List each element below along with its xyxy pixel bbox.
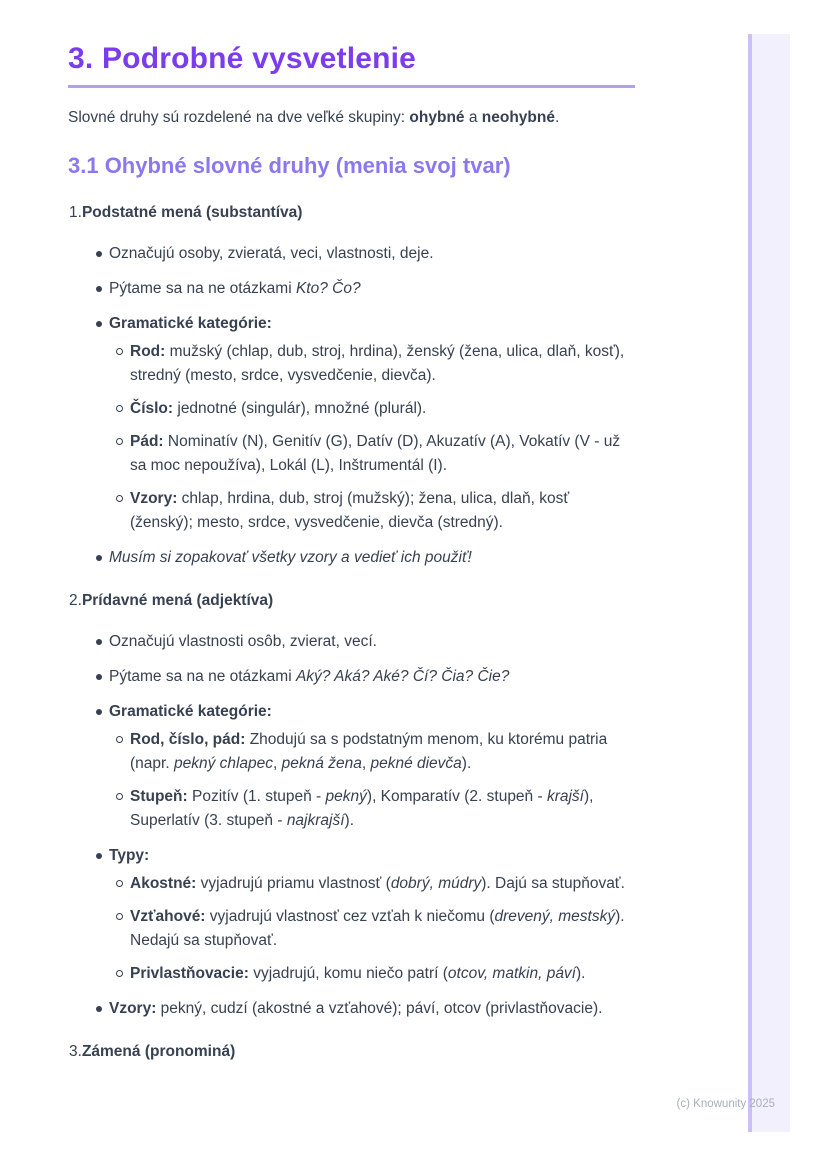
bullet-text — [130, 343, 624, 384]
text-segment: ). Nedajú sa stupňovať. — [130, 908, 625, 949]
bullet-text — [130, 788, 593, 829]
bullet-text — [109, 847, 149, 864]
text-segment: pekný, cudzí (akostné a vzťahové); páví, otcov (privlastňovacie). — [156, 1000, 603, 1017]
text-segment: ), Komparatív (2. stupeň - — [366, 788, 547, 805]
bullet-item — [130, 430, 635, 478]
topic-heading — [69, 1040, 635, 1064]
bullet-list-level-2 — [109, 728, 635, 833]
bullet-item — [130, 397, 635, 421]
text-segment: jednotné (singulár), množné (plurál). — [173, 400, 427, 417]
text-segment: Kto? Čo? — [295, 280, 361, 297]
text-segment: Akostné: — [130, 875, 197, 892]
topic-number: 1. — [69, 204, 82, 221]
bullet-item — [130, 728, 635, 776]
text-segment: Musím si zopakovať všetky vzory a vedieť ich použiť! — [109, 549, 472, 566]
topic-item — [69, 1040, 635, 1064]
text-segment: Slovné druhy sú rozdelené na dve veľké skupiny: — [68, 109, 410, 126]
bullet-item — [109, 700, 635, 833]
text-segment: Vzťahové: — [130, 908, 206, 925]
text-segment: Gramatické kategórie: — [109, 703, 272, 720]
bullet-item — [130, 905, 635, 953]
copyright-notice: (c) Knowunity 2025 — [676, 1098, 775, 1110]
text-segment: Gramatické kategórie: — [109, 315, 272, 332]
bullet-text — [130, 400, 426, 417]
bullet-item — [130, 340, 635, 388]
text-segment: pekný — [325, 788, 367, 805]
bullet-item — [109, 312, 635, 535]
bullet-item — [109, 546, 635, 570]
bullet-list-level-2 — [109, 872, 635, 986]
topic-title: Podstatné mená (substantíva) — [81, 204, 303, 221]
bullet-item — [109, 242, 635, 266]
text-segment: Vzory: — [109, 1000, 157, 1017]
text-segment: ). — [344, 812, 354, 829]
text-segment: krajší — [546, 788, 584, 805]
text-segment: otcov, matkin, páví — [447, 965, 576, 982]
bullet-item — [109, 665, 635, 689]
text-segment: , — [361, 755, 371, 772]
text-segment: Aký? Aká? Aké? Čí? Čia? Čie? — [295, 668, 510, 685]
text-segment: pekná žena — [281, 755, 362, 772]
bullet-text — [130, 731, 607, 772]
text-segment: Stupeň: — [130, 788, 188, 805]
text-segment: Číslo: — [130, 400, 174, 417]
bullet-list-level-1 — [69, 242, 635, 570]
text-segment: chlap, hrdina, dub, stroj (mužský); žena, ulica, dlaň, kosť (ženský); mesto, srdce, vysvedčenie, dievča (stredný). — [130, 490, 570, 531]
topic-heading — [69, 589, 635, 613]
topic-item — [69, 201, 635, 570]
text-segment: neohybné — [481, 109, 555, 126]
text-segment: , — [273, 755, 282, 772]
bullet-list-level-1 — [69, 630, 635, 1021]
text-segment: najkrajší — [286, 812, 345, 829]
bullet-item — [130, 872, 635, 896]
text-segment: ohybné — [409, 109, 465, 126]
bullet-item — [109, 844, 635, 986]
text-segment: Rod: — [130, 343, 166, 360]
text-segment: vyjadrujú vlastnosť cez vzťah k niečomu ( — [205, 908, 495, 925]
bullet-item — [130, 962, 635, 986]
bullet-text — [109, 549, 472, 566]
page-title: 3. Podrobné vysvetlenie — [68, 42, 417, 75]
text-segment: ). — [576, 965, 586, 982]
intro-paragraph — [68, 106, 635, 130]
text-segment: ). Dajú sa stupňovať. — [481, 875, 625, 892]
bullet-text — [130, 433, 620, 474]
topic-heading — [69, 201, 635, 225]
topic-title: Zámená (pronominá) — [81, 1043, 236, 1060]
text-segment: Privlastňovacie: — [130, 965, 249, 982]
bullet-list-level-2 — [109, 340, 635, 535]
bullet-item — [130, 487, 635, 535]
bullet-text — [130, 908, 625, 949]
topic-number: 3. — [69, 1043, 82, 1060]
page-edge-accent-bar — [748, 34, 790, 1132]
topics-list — [68, 201, 635, 1064]
bullet-item — [109, 997, 635, 1021]
bullet-text — [109, 668, 509, 685]
bullet-item — [109, 277, 635, 301]
bullet-text — [109, 315, 272, 332]
bullet-text — [109, 703, 272, 720]
bullet-text — [109, 633, 377, 650]
text-segment: dobrý, múdry — [390, 875, 482, 892]
text-segment: mužský (chlap, dub, stroj, hrdina), ženský (žena, ulica, dlaň, kosť), stredný (mesto, srdce, vysvedčenie, dievča). — [130, 343, 625, 384]
title-underline — [68, 85, 635, 88]
bullet-item — [109, 630, 635, 654]
bullet-item — [130, 785, 635, 833]
text-segment: drevený, mestský — [494, 908, 616, 925]
text-segment: Označujú osoby, zvieratá, veci, vlastnosti, deje. — [109, 245, 434, 262]
bullet-text — [109, 1000, 602, 1017]
bullet-text — [109, 245, 434, 262]
topic-title: Prídavné mená (adjektíva) — [81, 592, 274, 609]
bullet-text — [130, 965, 585, 982]
text-segment: a — [464, 109, 482, 126]
text-segment: ), Superlatív (3. stupeň - — [130, 788, 594, 829]
text-segment: pekný chlapec — [173, 755, 274, 772]
bullet-text — [130, 875, 625, 892]
bullet-text — [130, 490, 569, 531]
text-segment: Typy: — [109, 847, 150, 864]
text-segment: Rod, číslo, pád: — [130, 731, 246, 748]
document-content — [68, 0, 635, 1083]
text-segment: Pád: — [130, 433, 164, 450]
bullet-text — [109, 280, 361, 297]
section-heading: 3.1 Ohybné slovné druhy (menia svoj tvar) — [68, 153, 511, 178]
text-segment: . — [554, 109, 560, 126]
text-segment: pekné dievča — [370, 755, 462, 772]
topic-item — [69, 589, 635, 1021]
text-segment: Vzory: — [130, 490, 178, 507]
text-segment: Pozitív (1. stupeň - — [187, 788, 326, 805]
text-segment: Pýtame sa na ne otázkami — [109, 668, 296, 685]
topic-number: 2. — [69, 592, 82, 609]
text-segment: Zhodujú sa s podstatným menom, ku ktorému patria (napr. — [130, 731, 608, 772]
text-segment: ). — [461, 755, 472, 772]
text-segment: Pýtame sa na ne otázkami — [109, 280, 296, 297]
text-segment: vyjadrujú, komu niečo patrí ( — [248, 965, 448, 982]
text-segment: vyjadrujú priamu vlastnosť ( — [196, 875, 391, 892]
text-segment: Označujú vlastnosti osôb, zvierat, vecí. — [109, 633, 377, 650]
text-segment: Nominatív (N), Genitív (G), Datív (D), Akuzatív (A), Vokatív (V - už sa moc nepoužíva), Lokál (L), Inštrumentál (I). — [130, 433, 621, 474]
